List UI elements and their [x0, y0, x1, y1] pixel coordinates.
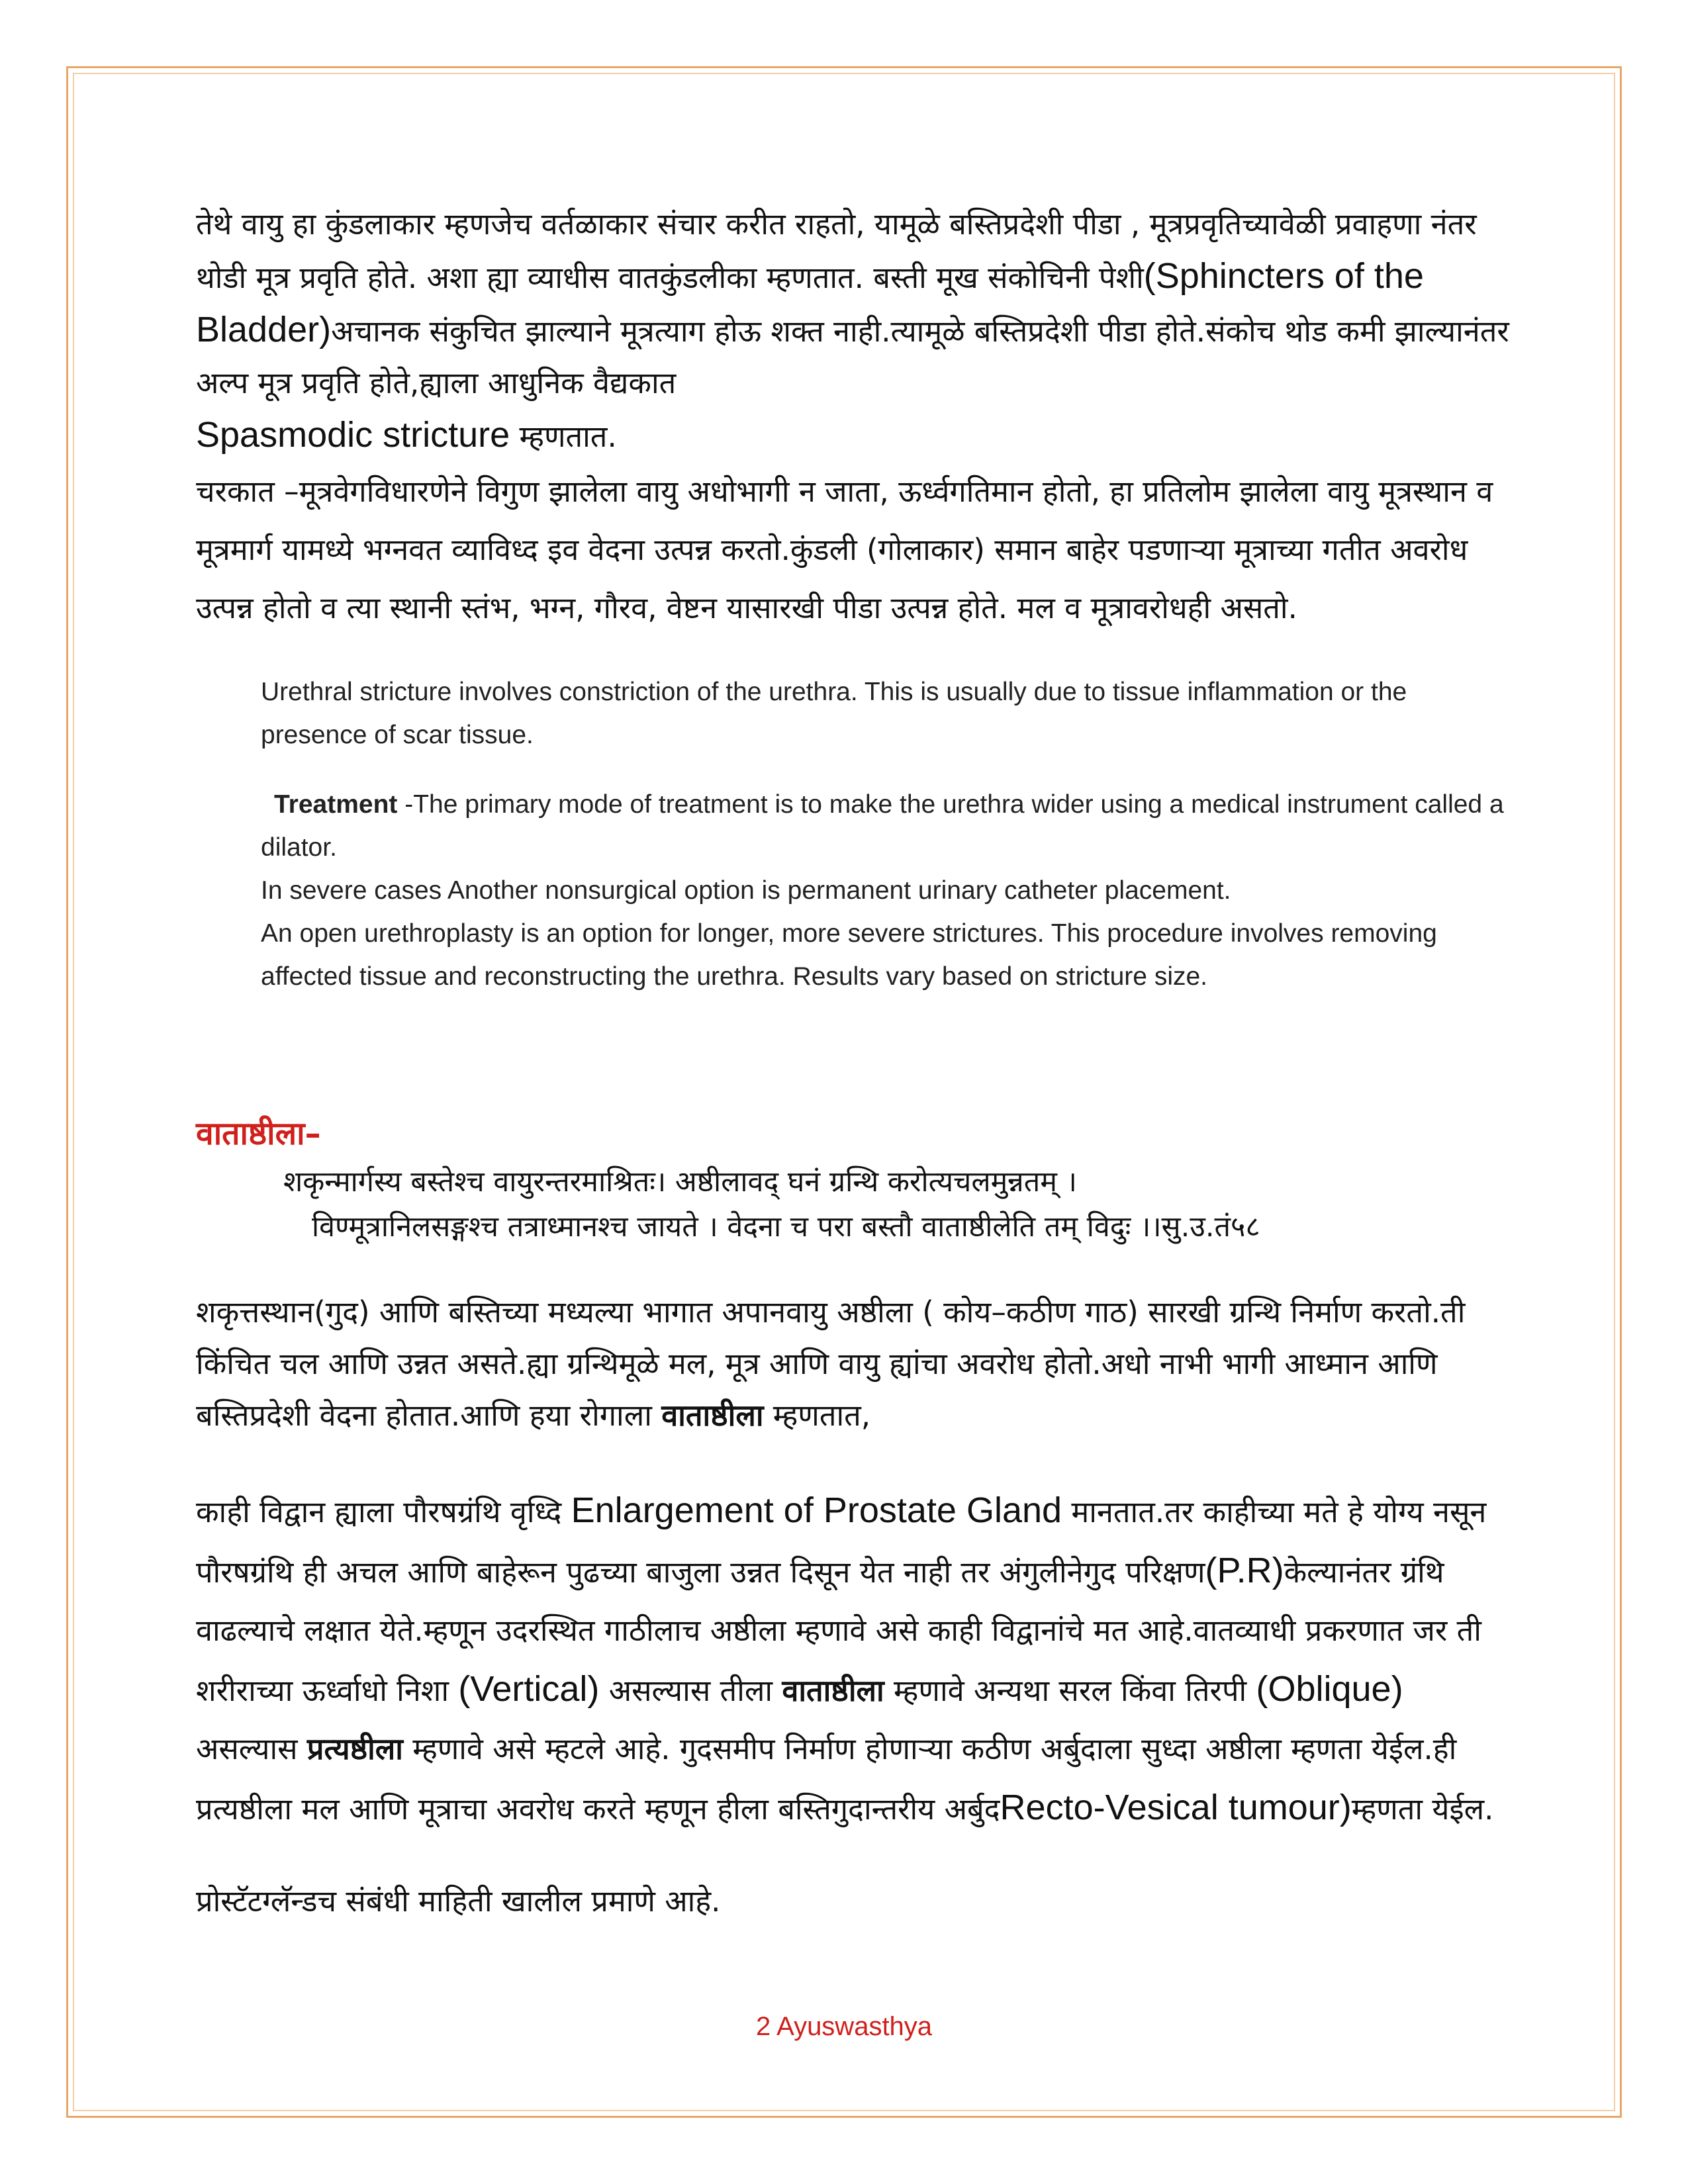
document-body	[196, 199, 1513, 1927]
text-run: म्हणावे अन्यथा सरल किंवा तिरपी	[884, 1673, 1256, 1708]
verse-line-2: विण्मूत्रानिलसङ्गश्च तत्राध्मानश्च जायते । वेदना च परा बस्तौ वाताष्ठीलेति तम् विदुः ।।सु.उ.तं५८	[312, 1210, 1260, 1244]
paragraph-charaka: चरकात –मूत्रवेगविधारणेने विगुण झालेला वायु अधोभागी न जाता, ऊर्ध्वगतिमान होतो, हा प्रतिलोम झालेला वायु मूत्रस्थान व मूत्रमार्ग यामध्ये भग्नवत व्याविध्द इव वेदना उत्पन्न करतो.कुंडली (गोलाकार) समान बाहेर पडणाऱ्या मूत्राच्या गतीत अवरोध उत्पन्न होतो व त्या स्थानी स्तंभ, भग्न, गौरव, वेष्टन यासारखी पीडा उत्पन्न होते. मल व मूत्रावरोधही असतो.	[196, 474, 1493, 625]
sanskrit-verse	[196, 1160, 1513, 1250]
english-note	[261, 670, 1513, 998]
bold-term: प्रत्यष्ठीला	[306, 1731, 403, 1766]
text-run: म्हणतात.	[510, 419, 617, 454]
text-run: केल्यानंतर ग्रंथि वाढल्याचे लक्षात येते.म्हणून उदरस्थित गाठीलाच अष्ठीला म्हणावे असे काही विद्वानांचे मत आहे.वातव्याधी प्रकरणात जर ती शरीराच्या ऊर्ध्वाधो निशा	[196, 1555, 1481, 1708]
english-paragraph-stricture: Urethral stricture involves constriction of the urethra. This is usually due to tissue inflammation or the presence of scar tissue.	[261, 678, 1407, 749]
page-footer: 2 Ayuswasthya	[755, 2012, 933, 2041]
latin-term: Spasmodic stricture	[196, 415, 510, 455]
text-run: मानतात.तर काहीच्या मते हे योग्य नसून पौरषग्रंथि ही अचल आणि बाहेरून पुढच्या बाजुला उन्नत दिसून येत नाही तर अंगुलीनेगुद परिक्षण	[196, 1494, 1487, 1590]
text-run: म्हणावे असे म्हटले आहे. गुदसमीप निर्माण होणाऱ्या कठीण अर्बुदाला सुध्दा अष्ठीला म्हणता येईल.ही प्रत्यष्ठीला मल आणि मूत्राचा अवरोध करते म्हणून हीला बस्तिगुदान्तरीय अर्बुद	[196, 1731, 1457, 1827]
text-run: म्हणतात,	[763, 1398, 871, 1433]
bold-term: वाताष्ठीला	[661, 1398, 764, 1433]
bold-term: वाताष्ठीला	[782, 1673, 884, 1708]
text-run: तेथे वायु हा कुंडलाकार म्हणजेच वर्तळाकार संचार करीत राहतो, यामूळे बस्तिप्रदेशी पीडा , मूत्रप्रवृतिच्यावेळी प्रवाहणा नंतर थोडी मूत्र प्रवृति होते. अशा ह्या व्याधीस वातकुंडलीका म्हणतात. बस्ती मूख संकोचिनी पेशी	[196, 206, 1477, 295]
latin-term: (Oblique)	[1256, 1669, 1403, 1709]
text-run: शकृत्तस्थान(गुद) आणि बस्तिच्या मध्यल्या भागात अपानवायु अष्ठीला ( कोय–कठीण गाठ) सारखी ग्रन्थि निर्माण करतो.ती किंचित चल आणि उन्नत असते.ह्या ग्रन्थिमूळे मल, मूत्र आणि वायु ह्यांचा अवरोध होतो.अधो नाभी भागी आध्मान आणि बस्तिप्रदेशी वेदना होतात.आणि हया रोगाला	[196, 1295, 1466, 1433]
english-paragraph-urethroplasty: An open urethroplasty is an option for longer, more severe strictures. This procedure involves removing affected tissue and reconstructing the urethra. Results vary based on stricture size.	[261, 919, 1437, 991]
paragraph-prostate	[196, 1481, 1513, 1839]
latin-term: (P.R)	[1205, 1551, 1284, 1590]
text-run: असल्यास	[196, 1731, 307, 1766]
text-run: काही विद्वान ह्याला पौरषग्रंथि वृध्दि	[196, 1494, 571, 1529]
latin-term: (Sphincters of the Bladder)	[196, 256, 1424, 349]
paragraph-ashthila	[196, 1287, 1513, 1441]
treatment-text: -The primary mode of treatment is to make the urethra wider using a medical instrument called a dilator.	[261, 790, 1504, 862]
verse-line-1: शकृन्मार्गस्य बस्तेश्च वायुरन्तरमाश्रितः। अष्ठीलावद् घनं ग्रन्थि करोत्यचलमुन्नतम् ।	[283, 1165, 1077, 1199]
english-paragraph-catheter: In severe cases Another nonsurgical option is permanent urinary catheter placement.	[261, 876, 1231, 905]
latin-term: Recto-Vesical tumour)	[1000, 1788, 1352, 1827]
latin-term: Enlargement of Prostate Gland	[571, 1490, 1062, 1530]
text-run: असल्यास तीला	[599, 1673, 782, 1708]
text-run: म्हणता येईल.	[1351, 1792, 1494, 1827]
paragraph-vatakundalika	[196, 199, 1513, 463]
text-run: अचानक संकुचित झाल्याने मूत्रत्याग होऊ शक्त नाही.त्यामूळे बस्तिप्रदेशी पीडा होते.संकोच थोड कमी झाल्यानंतर अल्प मूत्र प्रवृति होते,ह्याला आधुनिक वैद्यकात	[196, 314, 1509, 400]
english-paragraph-treatment	[261, 783, 1513, 869]
section-heading: वाताष्ठीला–	[196, 1115, 321, 1152]
latin-term: (Vertical)	[458, 1669, 600, 1709]
treatment-label: Treatment	[274, 790, 398, 819]
paragraph-prostate-info: प्रोस्टॅटग्लॅन्डच संबंधी माहिती खालील प्रमाणे आहे.	[196, 1884, 721, 1919]
